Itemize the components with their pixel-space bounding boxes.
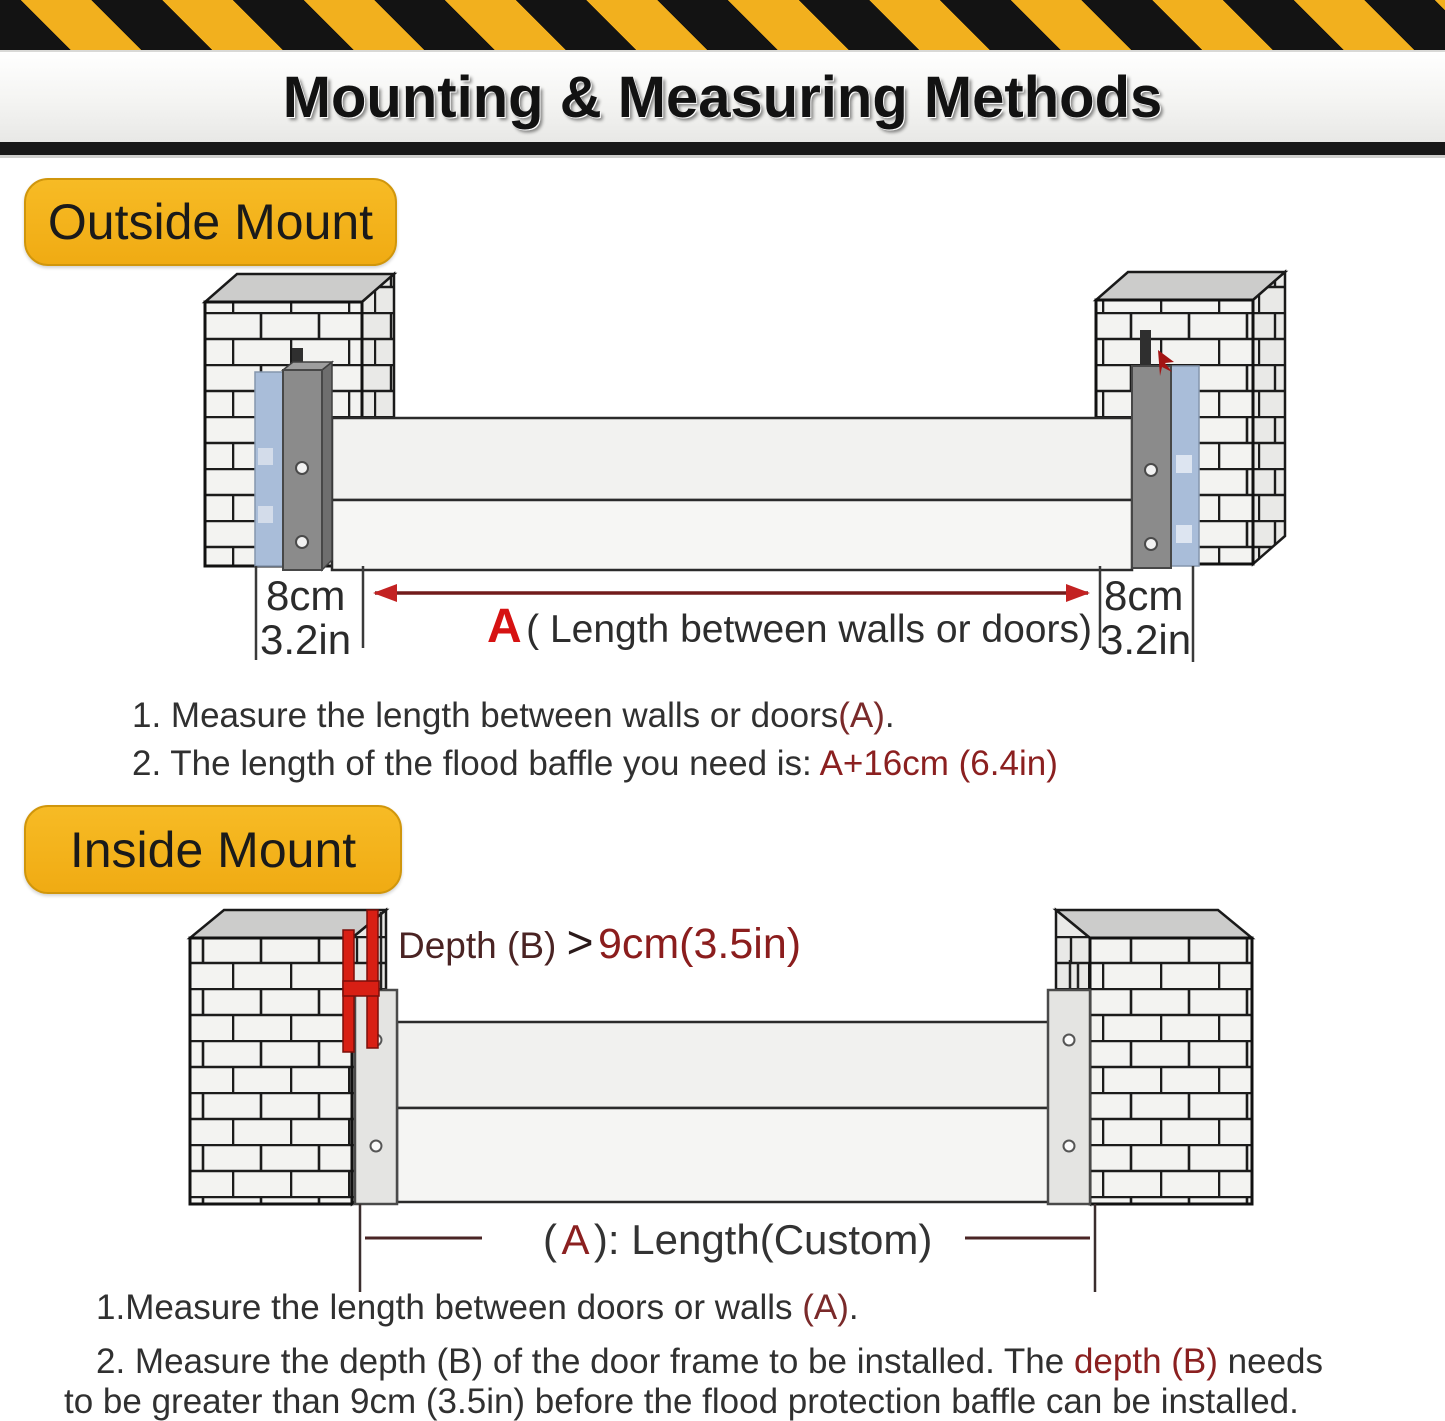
label-a: A — [487, 600, 522, 653]
inside-mount-badge-label: Inside Mount — [69, 821, 357, 878]
seal-clip — [258, 506, 273, 523]
outside-mount-badge — [24, 178, 397, 266]
seal-clip — [1176, 525, 1192, 543]
inside-right-bracket — [1048, 990, 1090, 1204]
step-highlight: (A) — [838, 696, 885, 735]
step-highlight: (A) — [802, 1288, 849, 1327]
step-text: . — [884, 696, 895, 735]
inside-step-2b — [64, 1382, 1299, 1421]
arrowhead-right-icon — [1066, 584, 1090, 602]
dim-left-cm: 8cm — [266, 572, 346, 619]
dim-left-in: 3.2in — [260, 616, 352, 663]
screw-hole — [296, 462, 308, 474]
step-text: 2. Measure the depth (B) of the door frame to be installed. The — [96, 1342, 1074, 1381]
inside-dimension — [360, 1204, 1095, 1292]
screw-hole — [371, 1141, 382, 1152]
step-highlight: A+16cm (6.4in) — [819, 744, 1058, 783]
outside-step-2 — [132, 744, 1058, 784]
length-rest: ): Length(Custom) — [593, 1216, 933, 1263]
page-title: Mounting & Measuring Methods — [282, 64, 1163, 130]
screw-hole — [296, 536, 308, 548]
length-a: A — [561, 1216, 590, 1263]
dim-right-in: 3.2in — [1100, 616, 1192, 663]
step-text: 1. Measure the length between walls or doors — [132, 696, 839, 735]
inside-step-1 — [96, 1288, 859, 1328]
outside-dimension — [256, 566, 1193, 663]
length-between-walls-label — [487, 600, 1092, 653]
step-text: 2. The length of the flood baffle you need is: — [132, 744, 820, 783]
screw-hole — [1145, 464, 1157, 476]
left-seal-strip — [255, 372, 283, 566]
outside-mount-badge-label: Outside Mount — [47, 194, 374, 250]
label-rest: ( Length between walls or doors) — [526, 608, 1092, 651]
inside-step-2a — [96, 1342, 1323, 1382]
dim-right-cm: 8cm — [1104, 572, 1184, 619]
outside-right-bracket — [1132, 350, 1174, 568]
step-text: . — [848, 1288, 859, 1327]
step-text: 1.Measure the length between doors or walls — [96, 1288, 803, 1327]
step-text: to be greater than 9cm (3.5in) before the flood protection baffle can be installed. — [64, 1382, 1299, 1421]
inside-mount-badge — [24, 805, 402, 894]
inside-mount-diagram — [190, 910, 1252, 1292]
screw-hole — [1064, 1141, 1075, 1152]
seal-clip — [1176, 455, 1192, 473]
length-open: ( — [543, 1216, 557, 1263]
inside-flood-barrier — [397, 1022, 1053, 1202]
depth-value: 9cm(3.5in) — [597, 920, 802, 968]
arrowhead-left-icon — [373, 584, 397, 602]
screw-hole — [1145, 538, 1157, 550]
outside-left-bracket — [283, 362, 332, 570]
outside-step-1 — [132, 696, 895, 736]
seal-clip — [258, 448, 273, 465]
step-text: needs — [1217, 1342, 1324, 1381]
step-highlight: depth (B) — [1073, 1342, 1218, 1381]
outside-mount-diagram — [205, 272, 1285, 663]
depth-gt: > — [566, 916, 594, 968]
length-custom-label — [543, 1216, 932, 1263]
outside-flood-barrier — [332, 418, 1132, 570]
depth-label-text: Depth (B) — [398, 925, 567, 966]
depth-label — [398, 916, 801, 968]
screw-hole — [1064, 1035, 1075, 1046]
